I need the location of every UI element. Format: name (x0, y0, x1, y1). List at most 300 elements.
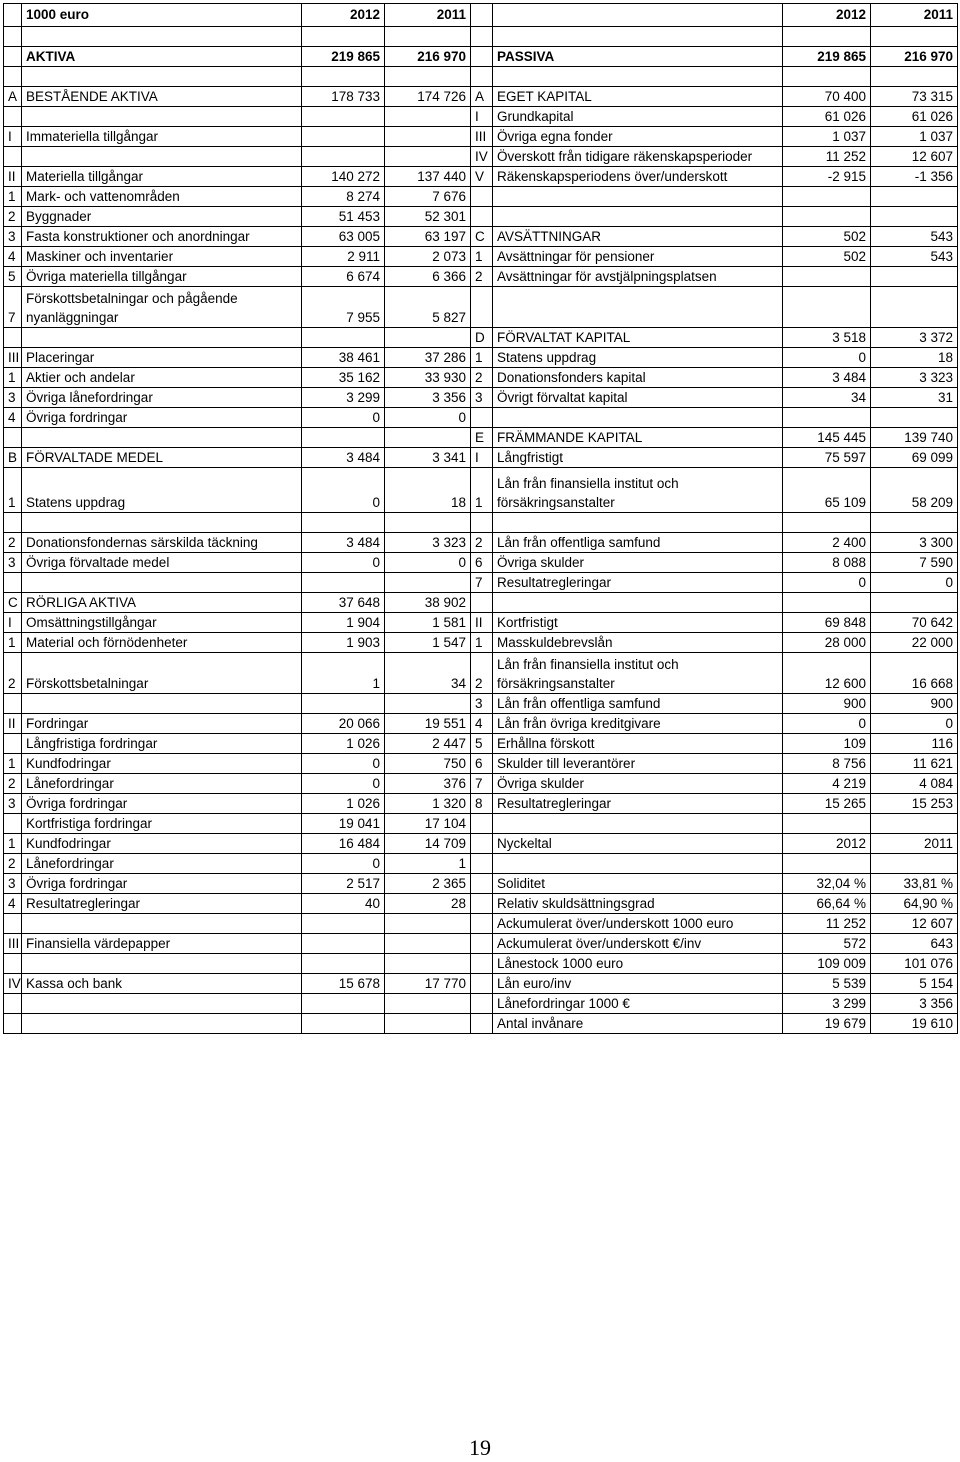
table-row (4, 267, 958, 287)
assets-code-cell (4, 47, 22, 67)
assets-code-cell: C (4, 593, 22, 613)
liabilities-value-2011-cell (871, 593, 958, 613)
assets-value-2011-cell (385, 1014, 471, 1034)
assets-code-cell: 1 (4, 368, 22, 388)
liabilities-code-cell (471, 814, 493, 834)
assets-value-2012-cell: 6 674 (302, 267, 385, 287)
assets-value-2012-cell (302, 994, 385, 1014)
assets-label-cell (22, 107, 302, 127)
liabilities-label-cell (493, 207, 783, 227)
liabilities-code-cell: 2 (471, 267, 493, 287)
assets-value-2011-cell (385, 914, 471, 934)
liabilities-value-2012-cell: 219 865 (783, 47, 871, 67)
liabilities-value-2012-cell (783, 593, 871, 613)
assets-code-cell: III (4, 934, 22, 954)
liabilities-value-2012-cell: 0 (783, 573, 871, 593)
table-row (4, 247, 958, 267)
assets-label-cell: Materiella tillgångar (22, 167, 302, 187)
empty-cell (22, 27, 302, 47)
spacer-row (4, 27, 958, 47)
liabilities-code-cell: 1 (471, 247, 493, 267)
empty-cell (493, 67, 783, 87)
liabilities-code-cell (471, 207, 493, 227)
liabilities-value-2011-cell (871, 408, 958, 428)
liabilities-code-cell (471, 954, 493, 974)
liabilities-code-cell: 7 (471, 573, 493, 593)
liabilities-code-cell (471, 974, 493, 994)
assets-code-cell: 5 (4, 267, 22, 287)
assets-label-cell (22, 694, 302, 714)
assets-value-2011-cell: 18 (385, 468, 471, 513)
assets-code-cell: 2 (4, 774, 22, 794)
table-row (4, 87, 958, 107)
liabilities-code-cell: II (471, 613, 493, 633)
table-row (4, 593, 958, 613)
table-row (4, 994, 958, 1014)
header-year-2012-right: 2012 (783, 4, 871, 27)
liabilities-value-2012-cell (783, 408, 871, 428)
liabilities-label-cell: Lånefordringar 1000 € (493, 994, 783, 1014)
liabilities-code-cell: 2 (471, 368, 493, 388)
table-row (4, 388, 958, 408)
liabilities-value-2012-cell: 75 597 (783, 448, 871, 468)
assets-label-cell: Fasta konstruktioner och anordningar (22, 227, 302, 247)
assets-code-cell: II (4, 714, 22, 734)
liabilities-code-cell: 1 (471, 468, 493, 513)
liabilities-code-cell: 1 (471, 348, 493, 368)
assets-label-cell: Kundfodringar (22, 834, 302, 854)
empty-cell (871, 67, 958, 87)
table-row (4, 653, 958, 694)
liabilities-value-2012-cell: 28 000 (783, 633, 871, 653)
liabilities-value-2011-cell: 1 037 (871, 127, 958, 147)
assets-value-2012-cell: 0 (302, 754, 385, 774)
liabilities-code-cell (471, 513, 493, 533)
assets-value-2011-cell (385, 694, 471, 714)
assets-code-cell: 1 (4, 834, 22, 854)
assets-code-cell: III (4, 348, 22, 368)
liabilities-value-2012-cell: 3 484 (783, 368, 871, 388)
assets-code-cell (4, 734, 22, 754)
liabilities-label-cell (493, 468, 783, 513)
assets-label-cell: Byggnader (22, 207, 302, 227)
liabilities-code-cell (471, 408, 493, 428)
table-row (4, 328, 958, 348)
assets-value-2012-cell (302, 147, 385, 167)
liabilities-value-2011-cell: 18 (871, 348, 958, 368)
assets-code-cell: B (4, 448, 22, 468)
assets-value-2012-cell (302, 328, 385, 348)
assets-value-2012-cell: 3 484 (302, 448, 385, 468)
liabilities-code-cell: 1 (471, 633, 493, 653)
assets-label-cell: Fordringar (22, 714, 302, 734)
table-row (4, 448, 958, 468)
assets-code-cell: IV (4, 974, 22, 994)
assets-value-2011-cell: 33 930 (385, 368, 471, 388)
assets-code-cell: 4 (4, 247, 22, 267)
table-row (4, 468, 958, 513)
liabilities-label-cell: Skulder till leverantörer (493, 754, 783, 774)
assets-code-cell (4, 147, 22, 167)
liabilities-value-2012-cell (783, 267, 871, 287)
assets-value-2012-cell (302, 573, 385, 593)
liabilities-value-2011-cell: 7 590 (871, 553, 958, 573)
assets-value-2011-cell: 1 320 (385, 794, 471, 814)
liabilities-code-cell (471, 894, 493, 914)
liabilities-code-cell: III (471, 127, 493, 147)
assets-code-cell: 3 (4, 794, 22, 814)
assets-code-cell (4, 107, 22, 127)
assets-label-cell: Övriga fordringar (22, 408, 302, 428)
liabilities-value-2011-cell: 15 253 (871, 794, 958, 814)
table-row (4, 794, 958, 814)
assets-label-cell: BESTÅENDE AKTIVA (22, 87, 302, 107)
liabilities-code-cell: 7 (471, 774, 493, 794)
liabilities-label-cell: Överskott från tidigare räkenskapsperioder (493, 147, 783, 167)
liabilities-value-2012-cell: 69 848 (783, 613, 871, 633)
assets-code-cell: I (4, 613, 22, 633)
empty-cell (4, 27, 22, 47)
liabilities-value-2012-cell: 66,64 % (783, 894, 871, 914)
assets-code-cell (4, 513, 22, 533)
table-row (4, 127, 958, 147)
assets-label-cell: Immateriella tillgångar (22, 127, 302, 147)
liabilities-value-2011-cell: 543 (871, 247, 958, 267)
liabilities-code-cell: 6 (471, 754, 493, 774)
liabilities-value-2012-cell: 61 026 (783, 107, 871, 127)
liabilities-label-cell: Avsättningar för avstjälpningsplatsen (493, 267, 783, 287)
liabilities-value-2012-cell: 0 (783, 348, 871, 368)
table-row (4, 814, 958, 834)
liabilities-value-2011-cell (871, 513, 958, 533)
empty-cell (871, 27, 958, 47)
empty-cell (385, 27, 471, 47)
assets-value-2012-cell: 19 041 (302, 814, 385, 834)
table-row (4, 694, 958, 714)
empty-cell (302, 27, 385, 47)
liabilities-value-2012-cell: 2 400 (783, 533, 871, 553)
assets-value-2011-cell: 63 197 (385, 227, 471, 247)
assets-value-2012-cell: 8 274 (302, 187, 385, 207)
assets-code-cell: 2 (4, 653, 22, 694)
assets-label-line: Förskottsbetalningar och pågående (26, 291, 238, 306)
assets-label-cell (22, 1014, 302, 1034)
liabilities-code-cell (471, 934, 493, 954)
assets-label-cell: Donationsfondernas särskilda täckning (22, 533, 302, 553)
table-row (4, 368, 958, 388)
liabilities-value-2012-cell (783, 187, 871, 207)
assets-code-cell: 1 (4, 633, 22, 653)
liabilities-value-2011-cell: 3 356 (871, 994, 958, 1014)
header-year-2012-left: 2012 (302, 4, 385, 27)
assets-label-cell (22, 428, 302, 448)
liabilities-label-cell: AVSÄTTNINGAR (493, 227, 783, 247)
liabilities-value-2012-cell (783, 287, 871, 328)
liabilities-value-2011-cell (871, 187, 958, 207)
liabilities-value-2011-cell: 70 642 (871, 613, 958, 633)
assets-value-2012-cell (302, 914, 385, 934)
liabilities-label-cell: Lån euro/inv (493, 974, 783, 994)
assets-value-2011-cell: 216 970 (385, 47, 471, 67)
liabilities-value-2012-cell: 572 (783, 934, 871, 954)
liabilities-label-cell: Kortfristigt (493, 613, 783, 633)
liabilities-value-2011-cell: 3 300 (871, 533, 958, 553)
liabilities-value-2012-cell: -2 915 (783, 167, 871, 187)
assets-value-2012-cell: 1 904 (302, 613, 385, 633)
assets-label-cell: Lånefordringar (22, 854, 302, 874)
assets-label-cell: Omsättningstillgångar (22, 613, 302, 633)
assets-label-cell (22, 994, 302, 1014)
liabilities-label-cell: Övriga egna fonder (493, 127, 783, 147)
assets-value-2012-cell: 0 (302, 408, 385, 428)
liabilities-value-2012-cell: 70 400 (783, 87, 871, 107)
assets-value-2012-cell: 0 (302, 854, 385, 874)
liabilities-code-cell: E (471, 428, 493, 448)
empty-cell (783, 67, 871, 87)
liabilities-value-2011-cell (871, 207, 958, 227)
assets-label-cell: Övriga materiella tillgångar (22, 267, 302, 287)
assets-label-cell (22, 328, 302, 348)
assets-value-2012-cell: 0 (302, 553, 385, 573)
assets-value-2012-cell (302, 107, 385, 127)
liabilities-value-2012-cell: 34 (783, 388, 871, 408)
assets-label-cell: Kortfristiga fordringar (22, 814, 302, 834)
liabilities-label-cell: PASSIVA (493, 47, 783, 67)
empty-cell (493, 27, 783, 47)
assets-value-2012-cell: 0 (302, 468, 385, 513)
assets-code-cell: 3 (4, 388, 22, 408)
assets-value-2012-cell: 1 026 (302, 734, 385, 754)
liabilities-code-cell (471, 874, 493, 894)
assets-value-2012-cell: 0 (302, 774, 385, 794)
assets-value-2011-cell (385, 328, 471, 348)
assets-code-cell (4, 573, 22, 593)
table-row (4, 187, 958, 207)
assets-value-2011-cell: 19 551 (385, 714, 471, 734)
assets-value-2012-cell: 3 299 (302, 388, 385, 408)
assets-label-cell: Kundfodringar (22, 754, 302, 774)
assets-value-2011-cell: 7 676 (385, 187, 471, 207)
liabilities-value-2011-cell: -1 356 (871, 167, 958, 187)
table-row (4, 633, 958, 653)
liabilities-label-line: försäkringsanstalter (497, 676, 615, 691)
assets-label-cell (22, 147, 302, 167)
table-row (4, 227, 958, 247)
liabilities-code-cell: I (471, 448, 493, 468)
liabilities-code-cell: 4 (471, 714, 493, 734)
assets-value-2011-cell (385, 428, 471, 448)
liabilities-value-2011-cell: 31 (871, 388, 958, 408)
assets-label-cell: Övriga fordringar (22, 794, 302, 814)
assets-value-2011-cell: 38 902 (385, 593, 471, 613)
liabilities-code-cell (471, 47, 493, 67)
assets-label-cell: FÖRVALTADE MEDEL (22, 448, 302, 468)
assets-label-cell: Resultatregleringar (22, 894, 302, 914)
assets-value-2012-cell: 38 461 (302, 348, 385, 368)
assets-value-2011-cell (385, 934, 471, 954)
table-row (4, 348, 958, 368)
assets-label-cell: Finansiella värdepapper (22, 934, 302, 954)
assets-value-2011-cell: 174 726 (385, 87, 471, 107)
liabilities-code-cell: 3 (471, 388, 493, 408)
assets-code-cell (4, 954, 22, 974)
assets-value-2012-cell: 219 865 (302, 47, 385, 67)
empty-cell (302, 67, 385, 87)
liabilities-label-cell: Masskuldebrevslån (493, 633, 783, 653)
table-row (4, 513, 958, 533)
liabilities-label-cell (493, 408, 783, 428)
header-blank-cell (493, 4, 783, 27)
assets-code-cell: 3 (4, 227, 22, 247)
assets-value-2011-cell: 1 581 (385, 613, 471, 633)
table-row (4, 854, 958, 874)
liabilities-label-cell: Resultatregleringar (493, 794, 783, 814)
assets-value-2011-cell: 17 104 (385, 814, 471, 834)
liabilities-label-line: Lån från finansiella institut och (497, 657, 679, 672)
liabilities-label-cell: Antal invånare (493, 1014, 783, 1034)
liabilities-value-2011-cell (871, 267, 958, 287)
assets-label-cell: Placeringar (22, 348, 302, 368)
assets-label-cell: Aktier och andelar (22, 368, 302, 388)
assets-label-cell (22, 914, 302, 934)
assets-code-cell (4, 814, 22, 834)
assets-value-2011-cell: 0 (385, 408, 471, 428)
assets-code-cell (4, 994, 22, 1014)
liabilities-label-cell (493, 653, 783, 694)
assets-label-cell: Mark- och vattenområden (22, 187, 302, 207)
assets-code-cell: 1 (4, 754, 22, 774)
liabilities-code-cell (471, 834, 493, 854)
table-row (4, 1014, 958, 1034)
liabilities-value-2011-cell: 69 099 (871, 448, 958, 468)
liabilities-code-cell: 8 (471, 794, 493, 814)
liabilities-value-2012-cell: 109 009 (783, 954, 871, 974)
assets-value-2012-cell: 2 911 (302, 247, 385, 267)
assets-value-2011-cell: 6 366 (385, 267, 471, 287)
assets-code-cell: 1 (4, 187, 22, 207)
liabilities-code-cell: A (471, 87, 493, 107)
liabilities-code-cell (471, 854, 493, 874)
assets-value-2012-cell: 40 (302, 894, 385, 914)
assets-value-2012-cell (302, 694, 385, 714)
assets-label-cell: Maskiner och inventarier (22, 247, 302, 267)
liabilities-label-cell: Räkenskapsperiodens över/underskott (493, 167, 783, 187)
liabilities-value-2011-cell: 139 740 (871, 428, 958, 448)
assets-value-2012-cell (302, 934, 385, 954)
assets-value-2012-cell (302, 127, 385, 147)
assets-value-2011-cell: 2 447 (385, 734, 471, 754)
liabilities-code-cell: 6 (471, 553, 493, 573)
assets-value-2011-cell (385, 147, 471, 167)
liabilities-value-2011-cell: 61 026 (871, 107, 958, 127)
assets-value-2011-cell: 0 (385, 553, 471, 573)
liabilities-label-cell (493, 814, 783, 834)
liabilities-label-cell: EGET KAPITAL (493, 87, 783, 107)
liabilities-value-2012-cell: 15 265 (783, 794, 871, 814)
liabilities-value-2011-cell: 19 610 (871, 1014, 958, 1034)
assets-label-cell: Långfristiga fordringar (22, 734, 302, 754)
assets-value-2011-cell: 137 440 (385, 167, 471, 187)
table-row (4, 553, 958, 573)
assets-value-2011-cell (385, 513, 471, 533)
empty-cell (471, 67, 493, 87)
liabilities-code-cell: V (471, 167, 493, 187)
assets-label-cell (22, 287, 302, 328)
liabilities-label-cell (493, 287, 783, 328)
table-row (4, 287, 958, 328)
liabilities-value-2012-cell: 19 679 (783, 1014, 871, 1034)
assets-value-2011-cell: 37 286 (385, 348, 471, 368)
table-row (4, 754, 958, 774)
liabilities-value-2011-cell: 3 372 (871, 328, 958, 348)
assets-value-2012-cell: 20 066 (302, 714, 385, 734)
assets-label-cell (22, 573, 302, 593)
assets-label-cell: RÖRLIGA AKTIVA (22, 593, 302, 613)
liabilities-value-2012-cell: 2012 (783, 834, 871, 854)
liabilities-label-cell: Övriga skulder (493, 553, 783, 573)
liabilities-value-2011-cell (871, 814, 958, 834)
liabilities-code-cell (471, 593, 493, 613)
liabilities-value-2012-cell: 8 088 (783, 553, 871, 573)
header-blank-cell (4, 4, 22, 27)
liabilities-label-cell: Soliditet (493, 874, 783, 894)
header-row (4, 4, 958, 27)
assets-code-cell: 4 (4, 408, 22, 428)
assets-value-2012-cell: 140 272 (302, 167, 385, 187)
assets-value-2011-cell: 17 770 (385, 974, 471, 994)
assets-code-cell: 3 (4, 874, 22, 894)
liabilities-value-2012-cell: 502 (783, 227, 871, 247)
liabilities-code-cell (471, 187, 493, 207)
assets-code-cell (4, 428, 22, 448)
assets-value-2011-cell: 5 827 (385, 287, 471, 328)
liabilities-code-cell: 3 (471, 694, 493, 714)
assets-value-2012-cell: 51 453 (302, 207, 385, 227)
assets-value-2011-cell (385, 954, 471, 974)
assets-value-2012-cell (302, 954, 385, 974)
liabilities-value-2012-cell: 11 252 (783, 914, 871, 934)
liabilities-value-2011-cell: 900 (871, 694, 958, 714)
spacer-row (4, 67, 958, 87)
assets-code-cell: 2 (4, 854, 22, 874)
assets-label-cell (22, 954, 302, 974)
liabilities-value-2012-cell (783, 513, 871, 533)
empty-cell (385, 67, 471, 87)
assets-code-cell (4, 694, 22, 714)
assets-value-2012-cell: 7 955 (302, 287, 385, 328)
liabilities-value-2011-cell: 643 (871, 934, 958, 954)
liabilities-value-2012-cell: 0 (783, 714, 871, 734)
assets-value-2012-cell: 37 648 (302, 593, 385, 613)
liabilities-label-cell: Statens uppdrag (493, 348, 783, 368)
liabilities-label-cell: Lån från offentliga samfund (493, 694, 783, 714)
liabilities-code-cell: 2 (471, 653, 493, 694)
assets-label-line: nyanläggningar (26, 310, 119, 325)
balance-sheet-body (4, 4, 958, 1034)
liabilities-label-cell (493, 854, 783, 874)
assets-label-cell: Övriga fordringar (22, 874, 302, 894)
liabilities-value-2012-cell: 3 518 (783, 328, 871, 348)
assets-value-2011-cell: 28 (385, 894, 471, 914)
assets-value-2012-cell: 2 517 (302, 874, 385, 894)
assets-value-2012-cell: 178 733 (302, 87, 385, 107)
liabilities-value-2012-cell (783, 854, 871, 874)
unit-label: 1000 euro (22, 4, 302, 27)
assets-label-cell: Material och förnödenheter (22, 633, 302, 653)
table-row (4, 207, 958, 227)
table-row (4, 408, 958, 428)
table-row (4, 954, 958, 974)
